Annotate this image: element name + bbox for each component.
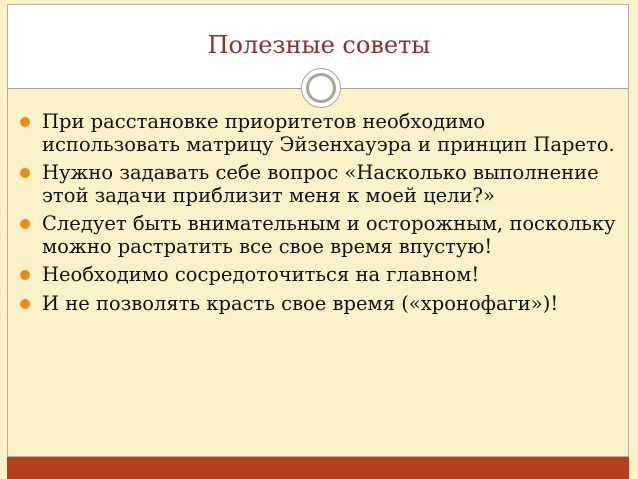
- bullet-dot-icon: [20, 299, 30, 309]
- bullet-dot-icon: [20, 270, 30, 280]
- bullet-dot-icon: [20, 117, 30, 127]
- bullet-text: И не позволять красть свое время («хронофаги»)!: [42, 291, 559, 315]
- bullet-item: [20, 213, 625, 258]
- bullet-dot-icon: [20, 219, 30, 229]
- bullet-text: Следует быть внимательным и осторожным, поскольку можно растратить все свое время впустую!: [42, 212, 616, 258]
- bullet-list: [20, 111, 625, 321]
- circle-ornament-icon: [301, 68, 341, 108]
- bullet-text: Необходимо сосредоточиться на главном!: [42, 263, 480, 286]
- bullet-item: [20, 162, 625, 207]
- slide-title: Полезные советы: [207, 31, 431, 59]
- bullet-text: Нужно задавать себе вопрос «Насколько выполнение этой задачи приблизит меня к моей цели?»: [42, 161, 599, 207]
- bottom-bar: [7, 457, 629, 479]
- bullet-item: [20, 264, 625, 287]
- bullet-dot-icon: [20, 168, 30, 178]
- bullet-item: [20, 111, 625, 156]
- bullet-item: [20, 293, 625, 316]
- bullet-text: При расстановке приоритетов необходимо использовать матрицу Эйзенхауэра и принцип Парето.: [42, 110, 615, 156]
